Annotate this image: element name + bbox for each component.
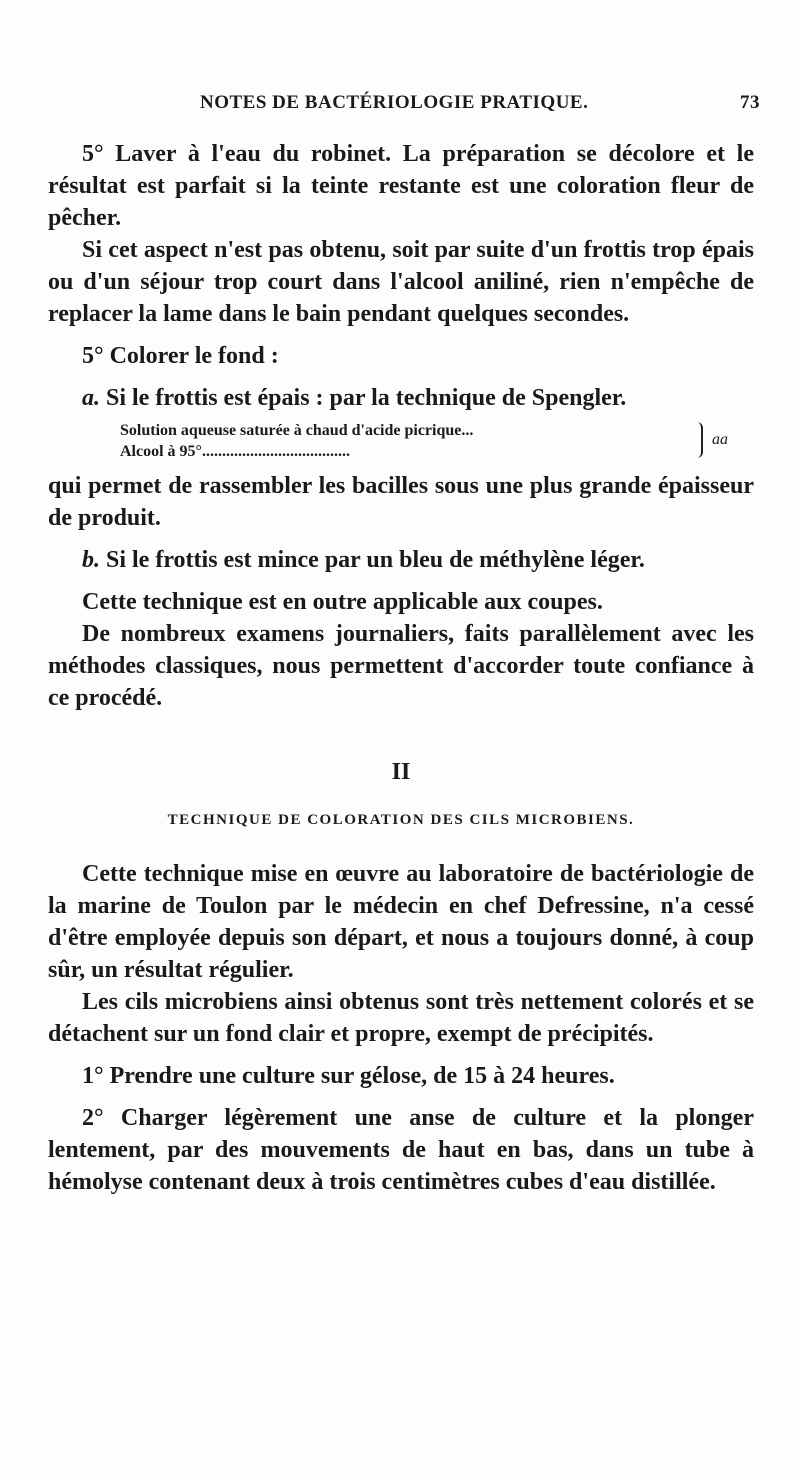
- item-b-text: Si le frottis est mince par un bleu de méthylène léger.: [106, 547, 645, 573]
- paragraph-step-5-wash: 5° Laver à l'eau du robinet. La préparation se décolore et le résultat est parfait si la teinte restante est une coloration fleur de pêcher.: [48, 141, 754, 231]
- recipe-line-picric: Solution aqueuse saturée à chaud d'acide picrique...: [120, 422, 474, 439]
- item-b: [48, 544, 754, 576]
- paragraph-step-2: 2° Charger légèrement une anse de culture et la plonger lentement, par des mouvements de haut en bas, dans un tube à hémolyse contenant deux à trois centimètres cubes d'eau distillée.: [48, 1105, 754, 1195]
- paragraph-after-recipe: qui permet de rassembler les bacilles sous une plus grande épaisseur de produit.: [48, 473, 754, 531]
- section-title: TECHNIQUE DE COLORATION DES CILS MICROBIENS.: [167, 812, 635, 828]
- paragraph-aspect-not-obtained: Si cet aspect n'est pas obtenu, soit par suite d'un frottis trop épais ou d'un séjour trop court dans l'alcool aniliné, rien n'empêche de replacer la lame dans le bain pendant quelques secondes.: [48, 237, 754, 327]
- running-title: NOTES DE BACTÉRIOLOGIE PRATIQUE.: [200, 92, 589, 113]
- paragraph-step-1: 1° Prendre une culture sur gélose, de 15 à 24 heures.: [82, 1063, 615, 1089]
- paragraph-technique-origin: Cette technique mise en œuvre au laboratoire de bactériologie de la marine de Toulon par le médecin en chef Defressine, n'a cessé d'être employée depuis son départ, et nous a toujours donné, à coup sûr, un résultat régulier.: [48, 861, 754, 983]
- page-number: 73: [740, 92, 760, 113]
- recipe-formula: [120, 420, 728, 462]
- paragraph-numerous-exams: De nombreux examens journaliers, faits parallèlement avec les méthodes classiques, nous permettent d'accorder toute confiance à ce procédé.: [48, 621, 754, 711]
- recipe-line-alcohol: Alcool à 95°.....................................: [120, 443, 350, 460]
- item-a: [48, 382, 754, 414]
- paragraph-step-5-color-background: 5° Colorer le fond :: [82, 343, 279, 369]
- paragraph-cils-colored: Les cils microbiens ainsi obtenus sont très nettement colorés et se détachent sur un fond clair et propre, exempt de précipités.: [48, 989, 754, 1047]
- paragraph-applicable-sections: Cette technique est en outre applicable aux coupes.: [82, 589, 603, 615]
- page-body: [48, 138, 754, 1198]
- section-numeral: II: [391, 759, 411, 785]
- recipe-aa: aa: [712, 431, 728, 448]
- item-a-label: a.: [82, 385, 100, 411]
- item-a-text: Si le frottis est épais : par la technique de Spengler.: [106, 385, 627, 411]
- item-b-label: b.: [82, 547, 100, 573]
- recipe-brace: [695, 422, 703, 458]
